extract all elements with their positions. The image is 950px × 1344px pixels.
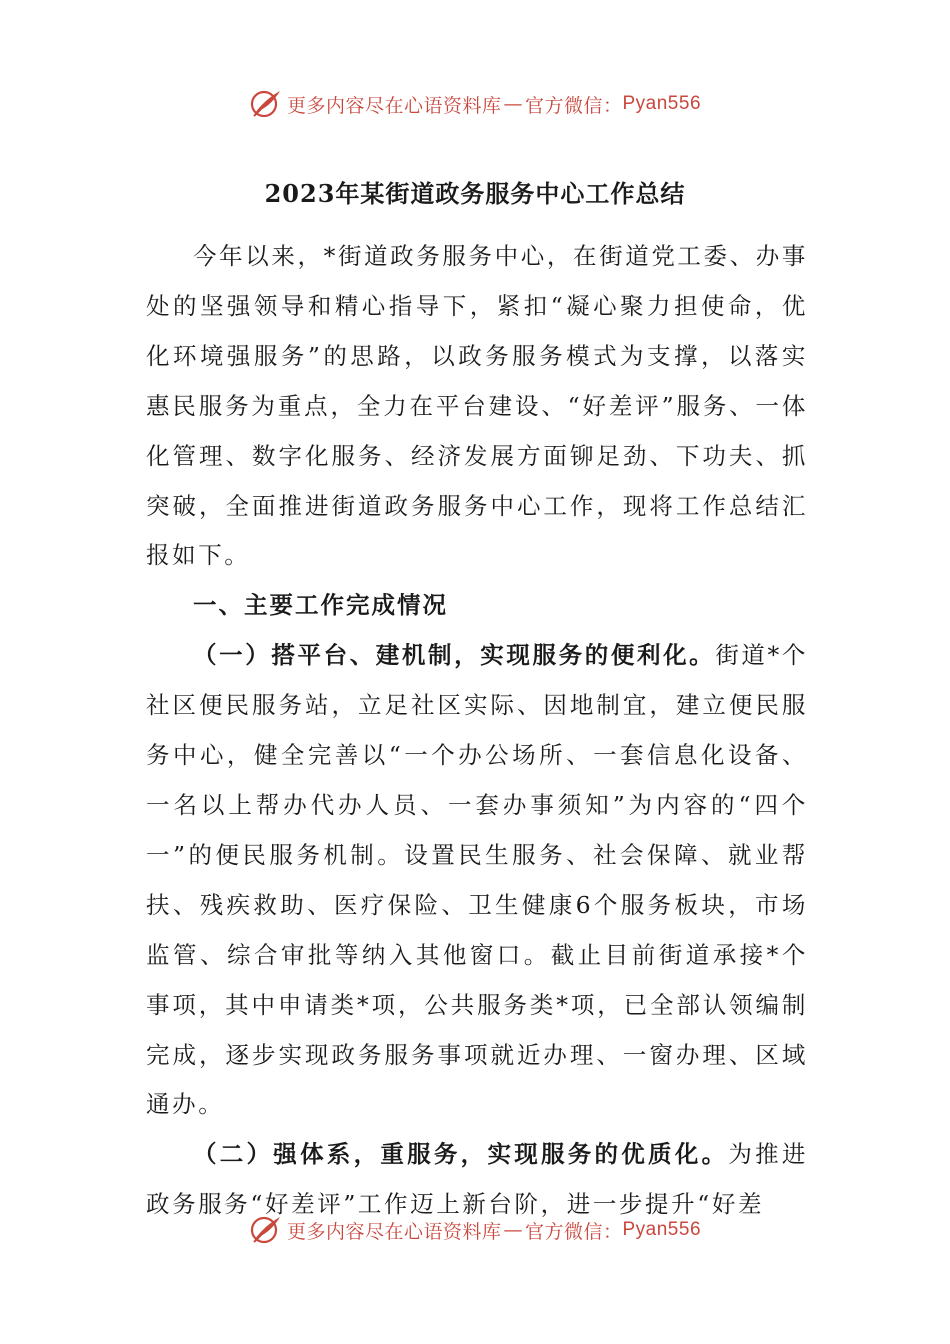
intro-paragraph: 今年以来，*街道政务服务中心，在街道党工委、办事处的坚强领导和精心指导下，紧扣“凝心聚力担使命，优化环境强服务”的思路，以政务服务模式为支撑，以落实惠民服务为重点，全力在平台建设、“好差评”服务、一体化管理、数字化服务、经济发展方面铆足劲、下功夫、抓突破，全面推进街道政务服务中心工作，现将工作总结汇报如下。 xyxy=(146,242,808,570)
watermark-main-text: 更多内容尽在心语资料库 xyxy=(286,94,502,117)
quill-logo-icon xyxy=(249,1213,283,1247)
watermark-banner-bottom xyxy=(0,1208,950,1252)
document-body xyxy=(146,232,808,1230)
watermark-label: 官方微信： xyxy=(524,1220,623,1243)
item-2-lead: （二）强体系，重服务，实现服务的优质化。 xyxy=(193,1140,729,1169)
document-title: 2023年某街道政务服务中心工作总结 xyxy=(264,179,686,208)
watermark-wechat-id: Pyan556 xyxy=(622,93,702,114)
watermark-separator: — xyxy=(503,93,523,115)
watermark-label: 官方微信： xyxy=(524,94,623,117)
item-1-lead: （一）搭平台、建机制，实现服务的便利化。 xyxy=(193,641,716,670)
item-1-text: 街道*个社区便民服务站，立足社区实际、因地制宜，建立便民服务中心，健全完善以“一个办公场所、一套信息化设备、一名以上帮办代办人员、一套办事须知”为内容的“四个一”的便民服务机制。设置民生服务、社会保障、就业帮扶、残疾救助、医疗保险、卫生健康6个服务板块，市场监管、综合审批等纳入其他窗口。截止目前街道承接*个事项，其中申请类*项，公共服务类*项，已全部认领编制完成，逐步实现政务服务事项就近办理、一窗办理、区域通办。 xyxy=(146,641,809,1119)
item-2-text: 为推进政务服务“好差评”工作迈上新台阶，进一步提升“好差 xyxy=(146,1140,808,1219)
watermark-wechat-id: Pyan556 xyxy=(622,1219,702,1240)
watermark-banner-top xyxy=(0,82,950,126)
watermark-separator: — xyxy=(503,1219,523,1241)
item-1-paragraph xyxy=(146,631,808,1130)
section-heading: 一、主要工作完成情况 xyxy=(193,591,448,620)
watermark-main-text: 更多内容尽在心语资料库 xyxy=(286,1220,502,1243)
quill-logo-icon xyxy=(249,87,283,121)
